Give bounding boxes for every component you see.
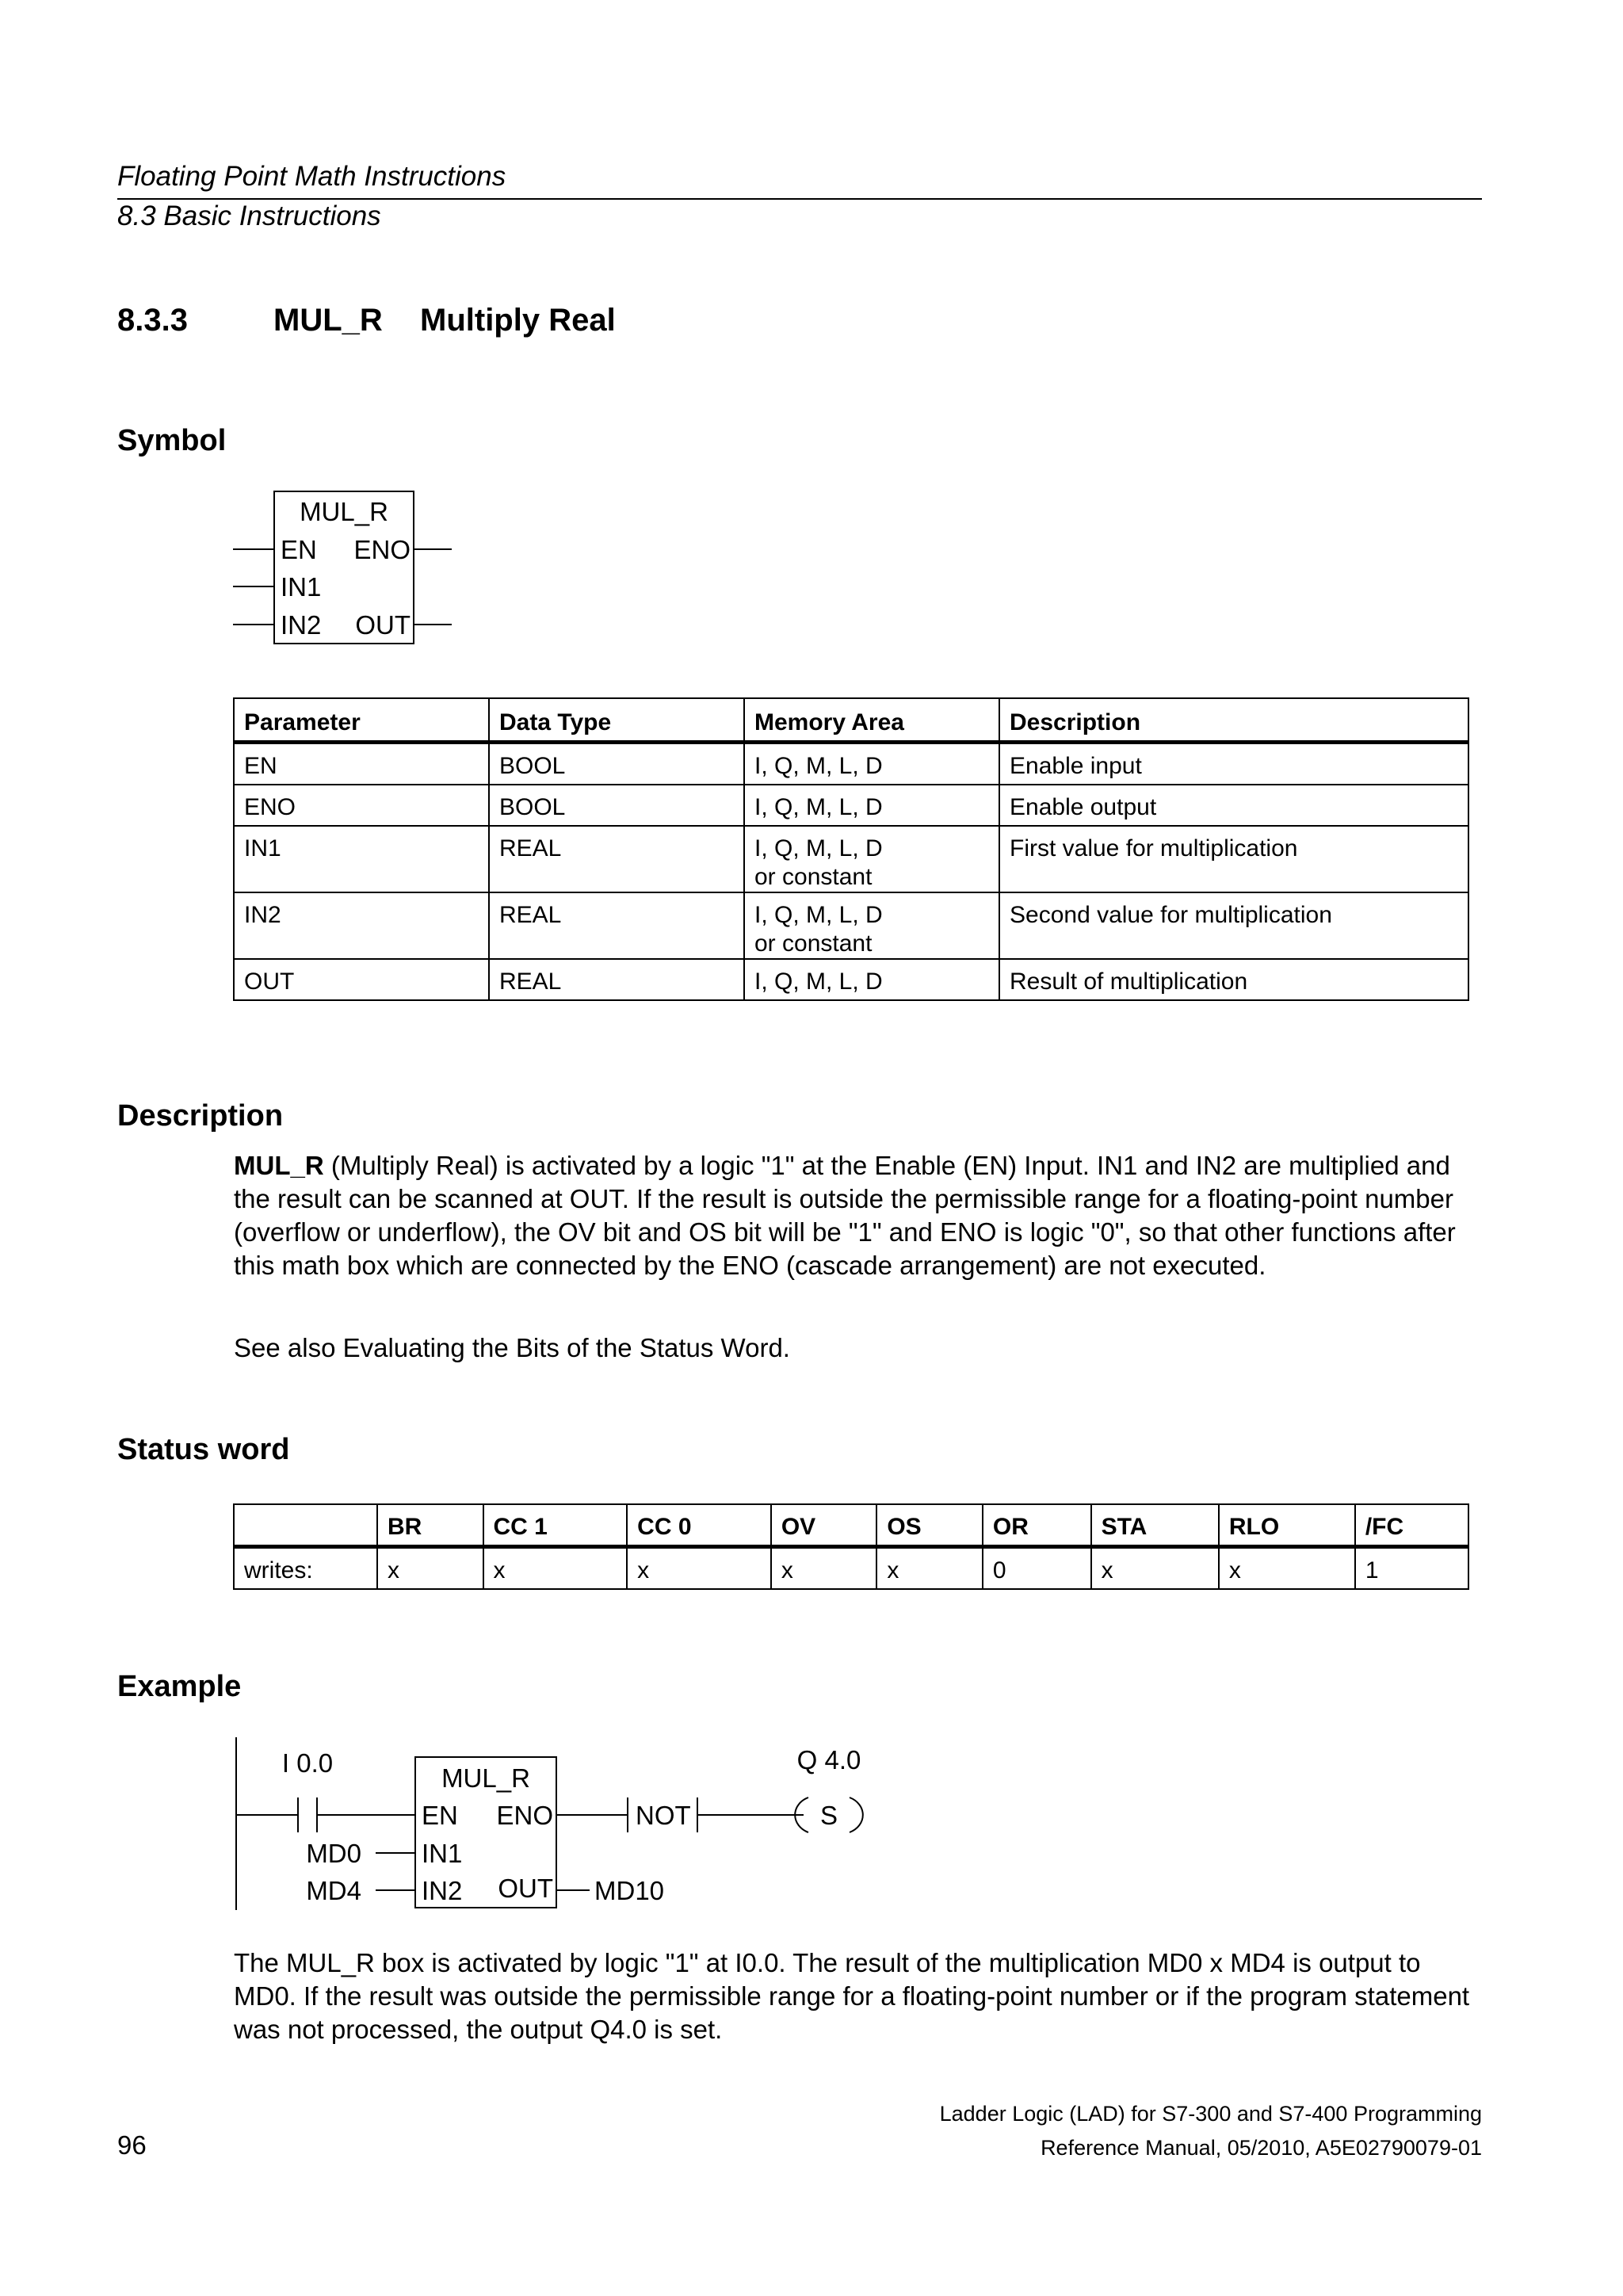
- status-cell-or: 0: [983, 1547, 1091, 1590]
- example-explanation: The MUL_R box is activated by logic "1" at I0.0. The result of the multiplication MD0 x MD4 is output to MD0. If the result was outside the permissible range for a floating-point number or if the program statement was not processed, the output Q4.0 is set.: [234, 1948, 1470, 2044]
- description-lead: MUL_R: [234, 1151, 324, 1180]
- cell-memory-area: I, Q, M, L, D: [744, 743, 999, 785]
- cell-memory-area: [744, 826, 999, 892]
- example-pin-en: EN: [422, 1801, 458, 1830]
- table-row: [234, 1547, 1468, 1590]
- memory-area-line2: or constant: [754, 930, 873, 957]
- table-row: [234, 743, 1468, 785]
- parameter-table: [233, 697, 1469, 1001]
- coil-right-arc: [850, 1797, 863, 1832]
- col-header-description: Description: [999, 698, 1468, 743]
- status-header-or: OR: [983, 1504, 1091, 1547]
- example-ladder-diagram: [222, 1728, 903, 1918]
- description-see-also: See also Evaluating the Bits of the Status Word.: [234, 1333, 790, 1362]
- status-header-sta: STA: [1091, 1504, 1219, 1547]
- footer-manual-title: Ladder Logic (LAD) for S7-300 and S7-400 Programming: [939, 2102, 1482, 2126]
- cell-parameter: OUT: [234, 959, 489, 1000]
- cell-data-type: REAL: [489, 826, 744, 892]
- status-cell-cc1: x: [483, 1547, 628, 1590]
- status-header-cc0: CC 0: [627, 1504, 771, 1547]
- running-header-chapter: Floating Point Math Instructions: [117, 161, 506, 192]
- example-pin-in1: IN1: [422, 1839, 463, 1868]
- in2-operand: MD4: [306, 1876, 361, 1905]
- memory-area-line1: I, Q, M, L, D: [754, 835, 883, 861]
- symbol-heading: Symbol: [117, 424, 227, 457]
- status-cell-fc: 1: [1355, 1547, 1468, 1590]
- table-header-row: [234, 1504, 1468, 1547]
- table-row: [234, 785, 1468, 826]
- header-rule: [117, 198, 1482, 200]
- running-header-section: 8.3 Basic Instructions: [117, 201, 381, 231]
- memory-area-line1: I, Q, M, L, D: [754, 902, 883, 928]
- symbol-pin-out: OUT: [355, 610, 411, 640]
- not-label: NOT: [636, 1801, 691, 1830]
- coil-type: S: [819, 1801, 838, 1830]
- symbol-box-title: MUL_R: [300, 497, 388, 526]
- cell-data-type: REAL: [489, 892, 744, 959]
- status-header-os: OS: [876, 1504, 983, 1547]
- cell-description: Result of multiplication: [999, 959, 1468, 1000]
- in1-operand: MD0: [306, 1839, 361, 1868]
- table-row: [234, 892, 1468, 959]
- symbol-pin-in1: IN1: [281, 572, 322, 602]
- memory-area-line2: or constant: [754, 864, 873, 890]
- status-cell-label: writes:: [234, 1547, 377, 1590]
- symbol-pin-en: EN: [281, 535, 317, 564]
- status-header-fc: /FC: [1355, 1504, 1468, 1547]
- status-header-br: BR: [377, 1504, 483, 1547]
- cell-description: Enable input: [999, 743, 1468, 785]
- cell-description: Second value for multiplication: [999, 892, 1468, 959]
- status-cell-os: x: [876, 1547, 983, 1590]
- description-paragraph: [234, 1149, 1486, 1282]
- status-header-cc1: CC 1: [483, 1504, 628, 1547]
- section-number: 8.3.3: [117, 303, 188, 338]
- status-cell-br: x: [377, 1547, 483, 1590]
- col-header-data-type: Data Type: [489, 698, 744, 743]
- page-number: 96: [117, 2130, 147, 2160]
- status-cell-ov: x: [771, 1547, 877, 1590]
- col-header-memory-area: Memory Area: [744, 698, 999, 743]
- section-instruction-name: MUL_R: [273, 303, 383, 338]
- cell-memory-area: I, Q, M, L, D: [744, 959, 999, 1000]
- section-title: Multiply Real: [420, 303, 616, 338]
- table-row: [234, 959, 1468, 1000]
- example-heading: Example: [117, 1670, 242, 1703]
- status-cell-rlo: x: [1219, 1547, 1355, 1590]
- cell-memory-area: [744, 892, 999, 959]
- status-header-blank: [234, 1504, 377, 1547]
- example-box-title: MUL_R: [441, 1763, 530, 1793]
- cell-parameter: ENO: [234, 785, 489, 826]
- cell-parameter: IN1: [234, 826, 489, 892]
- cell-parameter: EN: [234, 743, 489, 785]
- description-text: (Multiply Real) is activated by a logic "1" at the Enable (EN) Input. IN1 and IN2 are multiplied and the result can be scanned at OUT. If the result is outside the permissible range for a floating-point number (overflow or underflow), the OV bit and OS bit will be "1" and ENO is logic "0", so that other functions after this math box which are connected by the ENO (cascade arrangement) are not executed.: [234, 1151, 1456, 1280]
- contact-label: I 0.0: [281, 1748, 334, 1778]
- out-operand: MD10: [594, 1876, 665, 1905]
- table-row: [234, 826, 1468, 892]
- status-word-table: [233, 1503, 1469, 1590]
- example-pin-in2: IN2: [422, 1876, 463, 1905]
- cell-memory-area: I, Q, M, L, D: [744, 785, 999, 826]
- description-heading: Description: [117, 1099, 284, 1133]
- status-word-heading: Status word: [117, 1433, 290, 1466]
- footer-manual-info: Reference Manual, 05/2010, A5E02790079-01: [1041, 2136, 1482, 2160]
- symbol-diagram: [222, 479, 475, 662]
- cell-data-type: BOOL: [489, 785, 744, 826]
- table-header-row: [234, 698, 1468, 743]
- status-cell-cc0: x: [627, 1547, 771, 1590]
- example-pin-eno: ENO: [496, 1801, 553, 1830]
- symbol-pin-eno: ENO: [353, 535, 411, 564]
- status-cell-sta: x: [1091, 1547, 1219, 1590]
- col-header-parameter: Parameter: [234, 698, 489, 743]
- symbol-pin-in2: IN2: [281, 610, 322, 640]
- cell-data-type: REAL: [489, 959, 744, 1000]
- status-header-rlo: RLO: [1219, 1504, 1355, 1547]
- cell-description: Enable output: [999, 785, 1468, 826]
- coil-label: Q 4.0: [796, 1745, 861, 1775]
- status-header-ov: OV: [771, 1504, 877, 1547]
- example-pin-out: OUT: [498, 1874, 553, 1903]
- cell-parameter: IN2: [234, 892, 489, 959]
- cell-description: First value for multiplication: [999, 826, 1468, 892]
- cell-data-type: BOOL: [489, 743, 744, 785]
